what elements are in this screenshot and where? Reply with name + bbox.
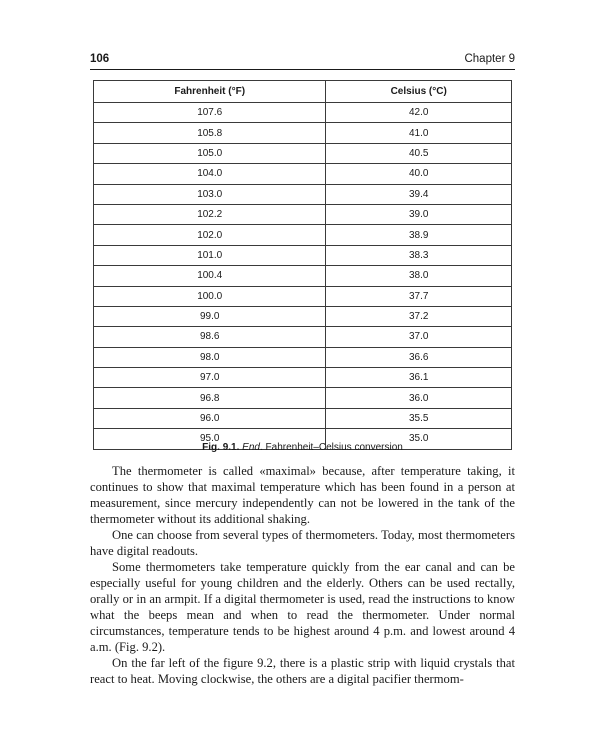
celsius-cell: 39.4 (326, 184, 512, 204)
table-row (94, 143, 512, 163)
fahrenheit-cell: 98.0 (94, 347, 326, 367)
celsius-cell: 36.0 (326, 388, 512, 408)
table-row (94, 368, 512, 388)
fahrenheit-cell: 100.4 (94, 266, 326, 286)
figure-caption-text: . Fahrenheit–Celsius conversion (259, 442, 403, 453)
fahrenheit-column-header: Fahrenheit (°F) (94, 81, 326, 103)
paragraph: On the far left of the figure 9.2, there is a plastic strip with liquid crystals that react to heat. Moving clockwise, the others are a digital pacifier thermom- (90, 656, 515, 686)
conversion-table (93, 80, 512, 450)
celsius-cell: 42.0 (326, 103, 512, 123)
fahrenheit-cell: 104.0 (94, 164, 326, 184)
table-row (94, 204, 512, 224)
figure-label: Fig. 9.1. (202, 442, 240, 453)
fahrenheit-cell: 102.0 (94, 225, 326, 245)
table-row (94, 306, 512, 326)
figure-caption (93, 441, 512, 455)
celsius-cell: 40.0 (326, 164, 512, 184)
table-row (94, 184, 512, 204)
celsius-cell: 35.5 (326, 408, 512, 428)
celsius-cell: 37.2 (326, 306, 512, 326)
fahrenheit-cell: 102.2 (94, 204, 326, 224)
table-row (94, 286, 512, 306)
celsius-cell: 38.0 (326, 266, 512, 286)
table-row (94, 327, 512, 347)
fahrenheit-cell: 105.0 (94, 143, 326, 163)
paragraph: One can choose from several types of thermometers. Today, most thermometers have digital readouts. (90, 528, 515, 558)
celsius-cell: 35.0 (326, 429, 512, 449)
celsius-cell: 39.0 (326, 204, 512, 224)
table-row (94, 225, 512, 245)
fahrenheit-cell: 95.0 (94, 429, 326, 449)
fahrenheit-cell: 100.0 (94, 286, 326, 306)
page-number: 106 (90, 53, 110, 65)
fahrenheit-cell: 96.0 (94, 408, 326, 428)
figure-end-label: End (242, 442, 260, 453)
fahrenheit-cell: 96.8 (94, 388, 326, 408)
table-row (94, 408, 512, 428)
celsius-cell: 37.7 (326, 286, 512, 306)
paragraph: The thermometer is called «maximal» because, after temperature taking, it continues to show that maximal temperature which has been found in a person at measurement, since mercury independently can not be lowered in the tank of the thermometer without its additional shaking. (90, 464, 515, 526)
celsius-cell: 38.9 (326, 225, 512, 245)
celsius-column-header: Celsius (°C) (326, 81, 512, 103)
table-row (94, 347, 512, 367)
table-row (94, 388, 512, 408)
table-header-row (94, 81, 512, 103)
table-row (94, 245, 512, 265)
header-divider (90, 69, 515, 70)
celsius-cell: 41.0 (326, 123, 512, 143)
fahrenheit-cell: 103.0 (94, 184, 326, 204)
paragraph: Some thermometers take temperature quickly from the ear canal and can be especially useful for young children and the elderly. Others can be used rectally, orally or in an armpit. If a digital thermometer is used, read the instructions to know what the beeps mean and when to read the thermometer. Under normal circumstances, temperature tends to be highest around 4 p.m. and lowest around 4 a.m. (Fig. 9.2). (90, 560, 515, 654)
running-head (90, 51, 515, 67)
celsius-cell: 40.5 (326, 143, 512, 163)
fahrenheit-cell: 99.0 (94, 306, 326, 326)
celsius-cell: 36.6 (326, 347, 512, 367)
fahrenheit-cell: 107.6 (94, 103, 326, 123)
fahrenheit-cell: 101.0 (94, 245, 326, 265)
fahrenheit-cell: 97.0 (94, 368, 326, 388)
fahrenheit-cell: 98.6 (94, 327, 326, 347)
fahrenheit-cell: 105.8 (94, 123, 326, 143)
table-row (94, 123, 512, 143)
chapter-title: Chapter 9 (464, 53, 515, 65)
conversion-table-body (94, 103, 512, 450)
table-row (94, 266, 512, 286)
celsius-cell: 37.0 (326, 327, 512, 347)
table-row (94, 103, 512, 123)
celsius-cell: 38.3 (326, 245, 512, 265)
table-row (94, 164, 512, 184)
celsius-cell: 36.1 (326, 368, 512, 388)
body-text (90, 463, 515, 687)
